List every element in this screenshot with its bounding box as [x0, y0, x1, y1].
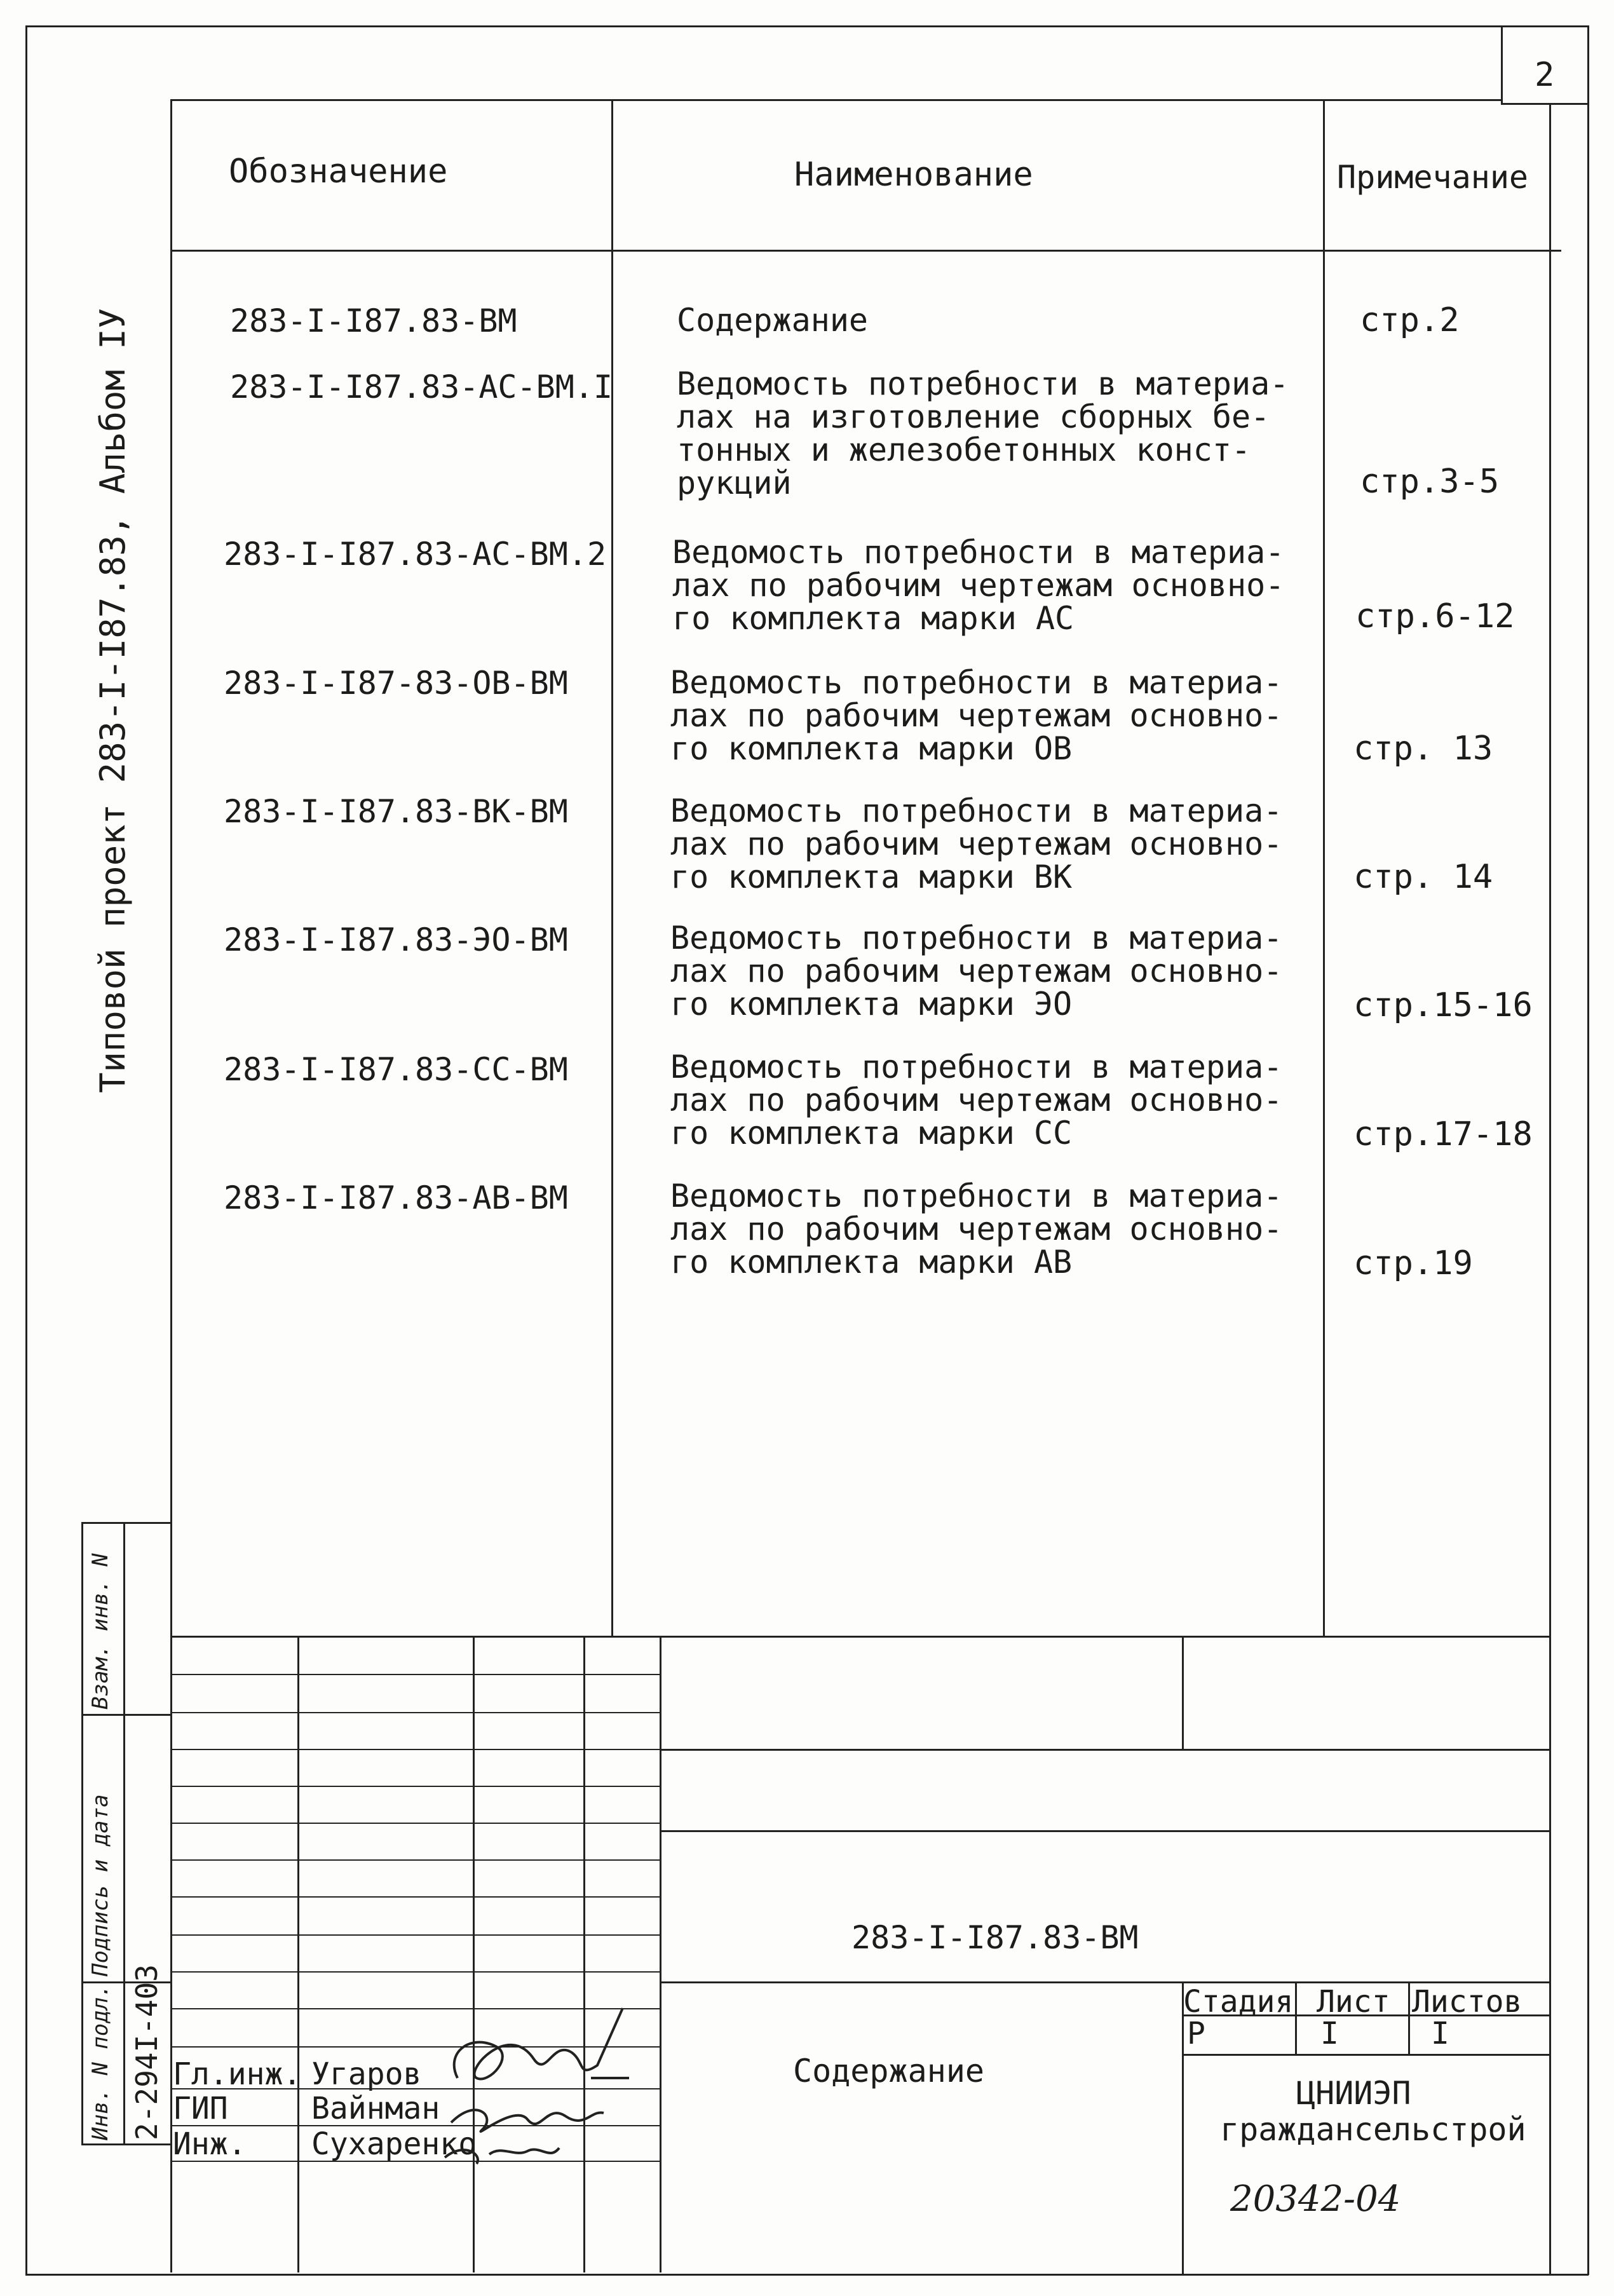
side-stamp-bottom — [81, 2143, 170, 2145]
document-title: Содержание — [793, 2053, 985, 2089]
row-name: Ведомость потребности в материа- лах по рабочим чертежам основно- го комплекта марки ВК — [670, 792, 1283, 895]
organization-line2: граждансельстрой — [1220, 2111, 1526, 2148]
row-note: стр.19 — [1353, 1244, 1473, 1282]
signature-name: Угаров — [311, 2056, 422, 2092]
title-block-left-col-3 — [583, 1636, 585, 2272]
row-note: стр. 13 — [1353, 730, 1493, 768]
row-name: Содержание — [677, 302, 869, 339]
row-name: Ведомость потребности в материа- лах на изготовление сборных бе- тонных и железобетонных конст- рукций — [677, 365, 1289, 501]
col-divider-2 — [1323, 99, 1325, 1636]
stage-value: Р — [1187, 2016, 1205, 2051]
sheets-label: Листов — [1412, 1984, 1522, 2020]
side-stamp-top — [81, 1522, 170, 1524]
side-stamp-inv-number: 2-294I-403 — [130, 1964, 164, 2140]
side-stamp-vzam-inv: Взам. инв. N — [88, 1553, 113, 1709]
row-note: стр.6-12 — [1355, 597, 1515, 635]
side-stamp-div1 — [81, 1714, 170, 1716]
row-name: Ведомость потребности в материа- лах по рабочим чертежам основно- го комплекта марки СС — [670, 1049, 1283, 1151]
sheets-value: I — [1431, 2016, 1449, 2051]
row-note: стр.2 — [1360, 301, 1460, 339]
row-designation: 283-I-I87.83-ЭО-ВМ — [224, 921, 568, 958]
sheet-value: I — [1320, 2016, 1339, 2051]
signature-role: Гл.инж. — [173, 2056, 302, 2092]
table-right-border — [1549, 103, 1551, 2274]
row-designation: 283-I-I87.83-ВМ — [230, 302, 517, 339]
signature-name: Сухаренко — [311, 2126, 477, 2162]
handwritten-number: 20342-04 — [1230, 2178, 1401, 2220]
title-block-stamp-col-2 — [1408, 1981, 1410, 2055]
row-note: стр. 14 — [1353, 858, 1493, 896]
table-top-border — [170, 99, 1501, 101]
side-label: Типовой проект 283-I-I87.83, Альбом IУ — [93, 308, 133, 1093]
row-designation: 283-I-I87.83-ВК-ВМ — [224, 793, 568, 830]
outer-frame-top — [25, 25, 1589, 27]
outer-frame-right — [1587, 25, 1589, 2275]
organization-line1: ЦНИИЭП — [1296, 2075, 1411, 2112]
title-block-mid-row-2 — [660, 1830, 1549, 1832]
page-number: 2 — [1535, 56, 1555, 94]
sig-row — [170, 1971, 660, 1973]
title-block-mid-row-3 — [660, 1981, 1549, 1983]
title-block-left-col-1 — [297, 1636, 299, 2272]
side-stamp-left — [81, 1522, 83, 2145]
row-note: стр.17-18 — [1353, 1115, 1533, 1153]
row-designation: 283-I-I87.83-АС-ВМ.I — [230, 369, 613, 405]
header-bottom-border — [170, 250, 1561, 252]
handwritten-signatures — [432, 1983, 642, 2167]
title-block-mid-row-1 — [660, 1749, 1549, 1751]
page-number-box-bottom — [1501, 103, 1589, 105]
sig-row — [170, 1712, 660, 1713]
header-designation: Обозначение — [229, 153, 448, 191]
row-name: Ведомость потребности в материа- лах по рабочим чертежам основно- го комплекта марки ОВ — [670, 664, 1283, 767]
title-block-left-col-2 — [473, 1636, 475, 2272]
title-block-top — [170, 1636, 1549, 1638]
title-block-stamp-left — [1182, 1981, 1184, 2274]
sig-row — [170, 1896, 660, 1898]
side-stamp-inv-podl: Инв. N подл. — [88, 1984, 113, 2140]
page-number-box-left — [1501, 25, 1503, 104]
sig-row — [170, 1823, 660, 1824]
sig-row — [170, 1934, 660, 1936]
row-name: Ведомость потребности в материа- лах по рабочим чертежам основно- го комплекта марки АС — [672, 534, 1285, 637]
signature-role: Инж. — [173, 2126, 247, 2162]
row-name: Ведомость потребности в материа- лах по рабочим чертежам основно- го комплекта марки АВ — [670, 1178, 1283, 1280]
signature-role: ГИП — [173, 2091, 228, 2126]
sig-row — [170, 1859, 660, 1861]
sig-row — [170, 1786, 660, 1787]
stage-label: Стадия — [1183, 1984, 1294, 2020]
signature-name: Вайнман — [311, 2091, 440, 2126]
outer-frame-left — [25, 25, 27, 2275]
title-block-left-col-4 — [660, 1636, 661, 2272]
row-designation: 283-I-I87.83-АС-ВМ.2 — [224, 536, 607, 573]
header-note: Примечание — [1337, 159, 1529, 196]
document-code: 283-I-I87.83-ВМ — [851, 1919, 1139, 1956]
side-stamp-podpis-data: Подпись и дата — [88, 1794, 113, 1976]
sheet-label: Лист — [1317, 1984, 1390, 2020]
side-stamp-mid — [123, 1522, 125, 2145]
sig-row — [170, 1749, 660, 1750]
row-note: стр.3-5 — [1360, 463, 1500, 501]
title-block-stamp-row-2 — [1182, 2054, 1549, 2056]
title-block-stamp-col-1 — [1295, 1981, 1297, 2055]
outer-frame-bottom — [25, 2274, 1589, 2276]
row-designation: 283-I-I87.83-СС-ВМ — [224, 1051, 568, 1088]
table-left-border — [170, 99, 172, 2272]
row-designation: 283-I-I87.83-АВ-ВМ — [224, 1179, 568, 1216]
header-name: Наименование — [794, 156, 1033, 194]
row-note: стр.15-16 — [1353, 986, 1533, 1024]
row-name: Ведомость потребности в материа- лах по рабочим чертежам основно- го комплекта марки ЭО — [670, 920, 1283, 1022]
row-designation: 283-I-I87-83-ОВ-ВМ — [224, 665, 568, 702]
sig-row — [170, 1674, 660, 1675]
title-block-upper-divider — [1182, 1636, 1184, 1750]
col-divider-1 — [611, 99, 613, 1636]
